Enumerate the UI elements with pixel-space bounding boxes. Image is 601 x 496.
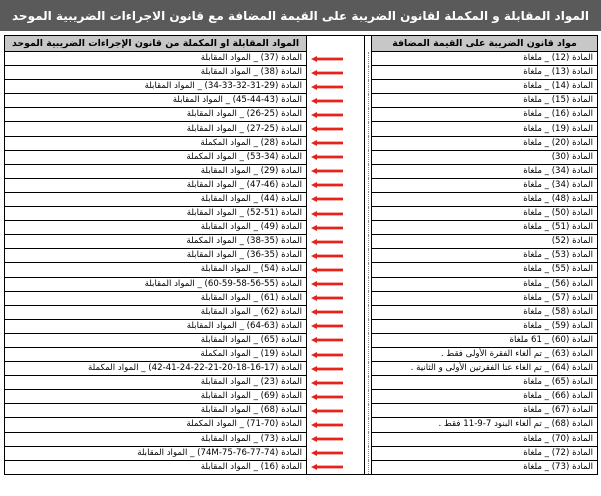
dotted-separator (365, 390, 372, 404)
counterpart-article-cell: المادة (25-26) _ المواد المقابلة (5, 108, 307, 122)
arrow-left-icon (311, 84, 343, 90)
counterpart-article-cell: المادة (38) _ المواد المقابلة (5, 66, 307, 80)
header-right: مواد قانون الضريبة على القيمة المضافة (372, 36, 598, 52)
table-row (5, 347, 598, 361)
dotted-separator (365, 80, 372, 94)
arrow-left-icon (311, 267, 343, 273)
vat-article-cell: المادة (13) _ ملغاة (372, 66, 598, 80)
counterpart-article-cell: المادة (19) _ المواد المكملة (5, 347, 307, 361)
arrow-cell (307, 333, 365, 347)
arrow-left-icon (311, 182, 343, 188)
counterpart-article-cell: المادة (28) _ المواد المكملة (5, 136, 307, 150)
vat-article-cell: المادة (64) _ تم الغاء عنا الفقرتين الأولى و الثانية . (372, 362, 598, 376)
arrow-left-icon (311, 394, 343, 400)
vat-article-cell: المادة (60) _ 61 ملغاة (372, 333, 598, 347)
counterpart-article-cell: المادة (37) _ المواد المقابلة (5, 52, 307, 66)
vat-article-cell: المادة (34) _ ملغاة (372, 164, 598, 178)
arrow-cell (307, 277, 365, 291)
arrow-cell (307, 446, 365, 460)
table-row (5, 333, 598, 347)
counterpart-article-cell: المادة (35-38) _ المواد المكملة (5, 235, 307, 249)
arrow-cell (307, 178, 365, 192)
arrow-cell (307, 150, 365, 164)
table-row (5, 66, 598, 80)
table-row (5, 150, 598, 164)
counterpart-article-cell: المادة (65) _ المواد المقابلة (5, 333, 307, 347)
arrow-left-icon (311, 450, 343, 456)
table-row (5, 235, 598, 249)
arrow-left-icon (311, 211, 343, 217)
dotted-separator (365, 150, 372, 164)
page-title: المواد المقابلة و المكملة لقانون الضريبة على القيمة المضافة مع قانون الاجراءات الضريبية الموحد (0, 0, 601, 31)
dotted-separator (365, 249, 372, 263)
dotted-separator (365, 362, 372, 376)
dotted-separator (365, 136, 372, 150)
arrow-left-icon (311, 337, 343, 343)
arrow-cell (307, 80, 365, 94)
dotted-separator (365, 263, 372, 277)
arrow-cell (307, 235, 365, 249)
arrow-left-icon (311, 281, 343, 287)
vat-article-cell: المادة (67) _ ملغاة (372, 404, 598, 418)
dotted-separator (365, 235, 372, 249)
arrow-cell (307, 418, 365, 432)
arrow-cell (307, 52, 365, 66)
counterpart-article-cell: المادة (70-71) _ المواد المكملة (5, 418, 307, 432)
counterpart-article-cell: المادة (61) _ المواد المقابلة (5, 291, 307, 305)
arrow-cell (307, 319, 365, 333)
arrow-left-icon (311, 366, 343, 372)
header-gap-2 (365, 36, 372, 52)
arrow-cell (307, 390, 365, 404)
vat-article-cell: المادة (12) _ ملغاة (372, 52, 598, 66)
table-row (5, 122, 598, 136)
vat-article-cell: المادة (50) _ ملغاة (372, 207, 598, 221)
dotted-separator (365, 446, 372, 460)
counterpart-article-cell: المادة (62) _ المواد المقابلة (5, 305, 307, 319)
vat-article-cell: المادة (55) _ ملغاة (372, 263, 598, 277)
arrow-cell (307, 66, 365, 80)
arrow-left-icon (311, 154, 343, 160)
arrow-cell (307, 291, 365, 305)
table-row (5, 263, 598, 277)
table-row (5, 178, 598, 192)
vat-article-cell: المادة (56) _ ملغاة (372, 277, 598, 291)
dotted-separator (365, 178, 372, 192)
arrow-cell (307, 263, 365, 277)
counterpart-article-cell: المادة (51-52) _ المواد المقابلة (5, 207, 307, 221)
arrow-left-icon (311, 295, 343, 301)
table-row (5, 136, 598, 150)
dotted-separator (365, 404, 372, 418)
vat-article-cell: المادة (73) _ ملغاة (372, 460, 598, 474)
table-row (5, 305, 598, 319)
counterpart-article-cell: المادة (17-16-18-20-21-22-24-41-42) _ المواد المكملة (5, 362, 307, 376)
table-row (5, 390, 598, 404)
dotted-separator (365, 347, 372, 361)
arrow-left-icon (311, 253, 343, 259)
articles-table (4, 35, 598, 475)
dotted-separator (365, 192, 372, 206)
arrow-cell (307, 207, 365, 221)
counterpart-article-cell: المادة (49) _ المواد المقابلة (5, 221, 307, 235)
table-row (5, 192, 598, 206)
table-row (5, 362, 598, 376)
table-row (5, 277, 598, 291)
header-gap (307, 36, 365, 52)
counterpart-article-cell: المادة (16) _ المواد المقابلة (5, 460, 307, 474)
dotted-separator (365, 277, 372, 291)
vat-article-cell: المادة (72) _ ملغاة (372, 446, 598, 460)
vat-article-cell: المادة (68) _ تم ألغاء البنود 7-9-11 فقط . (372, 418, 598, 432)
arrow-left-icon (311, 464, 343, 470)
arrow-left-icon (311, 323, 343, 329)
vat-article-cell: المادة (65) _ ملغاة (372, 376, 598, 390)
arrow-left-icon (311, 126, 343, 132)
vat-article-cell: المادة (14) _ ملغاة (372, 80, 598, 94)
dotted-separator (365, 94, 372, 108)
table-row (5, 376, 598, 390)
vat-article-cell: المادة (57) _ ملغاة (372, 291, 598, 305)
counterpart-article-cell: المادة (54) _ المواد المقابلة (5, 263, 307, 277)
counterpart-article-cell: المادة (23) _ المواد المقابلة (5, 376, 307, 390)
arrow-cell (307, 305, 365, 319)
arrow-left-icon (311, 408, 343, 414)
arrow-cell (307, 249, 365, 263)
vat-article-cell: المادة (53) _ ملغاة (372, 249, 598, 263)
table-row (5, 108, 598, 122)
counterpart-article-cell: المادة (29-31-32-33-34) _ المواد المقابلة (5, 80, 307, 94)
vat-article-cell: المادة (59) _ ملغاة (372, 319, 598, 333)
arrow-cell (307, 192, 365, 206)
vat-article-cell: المادة (19) _ ملغاة (372, 122, 598, 136)
counterpart-article-cell: المادة (73) _ المواد المقابلة (5, 432, 307, 446)
table-row (5, 52, 598, 66)
arrow-cell (307, 432, 365, 446)
arrow-cell (307, 460, 365, 474)
dotted-separator (365, 52, 372, 66)
dotted-separator (365, 207, 372, 221)
counterpart-article-cell: المادة (68) _ المواد المقابلة (5, 404, 307, 418)
dotted-separator (365, 164, 372, 178)
arrow-left-icon (311, 168, 343, 174)
counterpart-article-cell: المادة (43-44-45) _ المواد المقابلة (5, 94, 307, 108)
counterpart-article-cell: المادة (74M-75-76-77-74) _ المواد المقابلة (5, 446, 307, 460)
arrow-left-icon (311, 309, 343, 315)
table-row (5, 80, 598, 94)
table-header-row (5, 36, 598, 52)
table-row (5, 164, 598, 178)
vat-article-cell: المادة (66) _ ملغاة (372, 390, 598, 404)
vat-article-cell: المادة (30) (372, 150, 598, 164)
dotted-separator (365, 66, 372, 80)
vat-article-cell: المادة (48) _ ملغاة (372, 192, 598, 206)
arrow-left-icon (311, 352, 343, 358)
dotted-separator (365, 305, 372, 319)
dotted-separator (365, 221, 372, 235)
table-row (5, 460, 598, 474)
table-row (5, 207, 598, 221)
arrow-left-icon (311, 70, 343, 76)
arrow-left-icon (311, 239, 343, 245)
arrow-cell (307, 347, 365, 361)
counterpart-article-cell: المادة (34-53) _ المواد المكملة (5, 150, 307, 164)
arrow-left-icon (311, 140, 343, 146)
vat-article-cell: المادة (34) _ ملغاة (372, 178, 598, 192)
arrow-cell (307, 221, 365, 235)
table-row (5, 404, 598, 418)
dotted-separator (365, 122, 372, 136)
arrow-left-icon (311, 56, 343, 62)
counterpart-article-cell: المادة (55-56-58-59-60) _ المواد المقابلة (5, 277, 307, 291)
arrow-left-icon (311, 422, 343, 428)
vat-article-cell: المادة (52) (372, 235, 598, 249)
counterpart-article-cell: المادة (69) _ المواد المقابلة (5, 390, 307, 404)
arrow-left-icon (311, 196, 343, 202)
arrow-cell (307, 94, 365, 108)
counterpart-article-cell: المادة (44) _ المواد المقابلة (5, 192, 307, 206)
table-row (5, 221, 598, 235)
dotted-separator (365, 333, 372, 347)
counterpart-article-cell: المادة (29) _ المواد المقابلة (5, 164, 307, 178)
counterpart-article-cell: المادة (46-47) _ المواد المقابلة (5, 178, 307, 192)
vat-article-cell: المادة (63) _ تم ألغاء الفقرة الأولى فقط . (372, 347, 598, 361)
table-row (5, 319, 598, 333)
arrow-cell (307, 108, 365, 122)
dotted-separator (365, 376, 372, 390)
table-row (5, 291, 598, 305)
dotted-separator (365, 418, 372, 432)
table-row (5, 94, 598, 108)
counterpart-article-cell: المادة (25-27) _ المواد المقابلة (5, 122, 307, 136)
arrow-left-icon (311, 436, 343, 442)
vat-article-cell: المادة (15) _ ملغاة (372, 94, 598, 108)
arrow-cell (307, 164, 365, 178)
vat-article-cell: المادة (51) _ ملغاة (372, 221, 598, 235)
dotted-separator (365, 291, 372, 305)
vat-article-cell: المادة (20) _ ملغاة (372, 136, 598, 150)
vat-article-cell: المادة (16) _ ملغاة (372, 108, 598, 122)
arrow-cell (307, 122, 365, 136)
arrow-left-icon (311, 380, 343, 386)
table-row (5, 249, 598, 263)
arrow-left-icon (311, 112, 343, 118)
counterpart-article-cell: المادة (35-36) _ المواد المقابلة (5, 249, 307, 263)
table-row (5, 418, 598, 432)
dotted-separator (365, 108, 372, 122)
vat-article-cell: المادة (70) _ ملغاة (372, 432, 598, 446)
dotted-separator (365, 460, 372, 474)
arrow-cell (307, 136, 365, 150)
arrow-left-icon (311, 225, 343, 231)
table-row (5, 446, 598, 460)
vat-article-cell: المادة (58) _ ملغاة (372, 305, 598, 319)
header-left: المواد المقابلة او المكملة من قانون الإجراءات الضريبية الموحد (5, 36, 307, 52)
dotted-separator (365, 319, 372, 333)
arrow-cell (307, 362, 365, 376)
dotted-separator (365, 432, 372, 446)
arrow-cell (307, 404, 365, 418)
counterpart-article-cell: المادة (63-64) _ المواد المقابلة (5, 319, 307, 333)
table-row (5, 432, 598, 446)
arrow-left-icon (311, 98, 343, 104)
arrow-cell (307, 376, 365, 390)
